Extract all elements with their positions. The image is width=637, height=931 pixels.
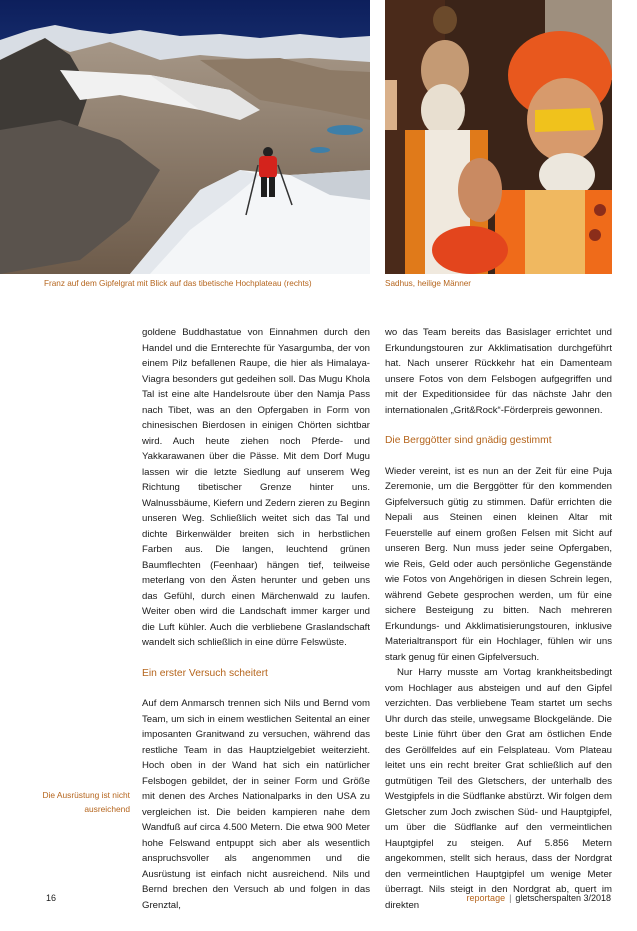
page-number: 16 <box>46 893 57 903</box>
right-text-column <box>385 325 612 913</box>
body-paragraph: Nur Harry musste am Vortag krankheitsbedingt vom Hochlager aus absteigen und auf den Gipfel verzichten. Das verbliebene Team startet um sechs Uhr durch das steile, unwegsame Blockgelände. Die beste Linie führt über den Grat am östlichen Ende des Geröllfeldes auf ein Felsplateau. Vom Plateau leitet uns ein recht breiter Grat schließlich auf den gutmütigen Teil des Gletschers, der unterhalb des Westgipfels in die Südflanke abstürzt. Wir folgen dem Gletscher zum Joch zwischen Süd- und Hauptgipfel, um über die Südflanke auf den vermeintlichen Hauptgipfel zu steigen. Auf 5.856 Metern angekommen, stellt sich heraus, dass der Nordgrat den vermeintlichen Hauptgipfel um wenige Meter überragt. Nils steigt in den Nordgrat ab, quert im direkten <box>385 667 612 911</box>
footer-magazine-issue: gletscherspalten 3/2018 <box>515 893 611 903</box>
pull-quote: Die Ausrüstung ist nicht ausreichend <box>42 790 130 814</box>
body-paragraph: wo das Team bereits das Basislager errichtet und Erkundungstouren zur Akklimatisation durchgeführt hat. Nach unserer Rückkehr hat ein Damenteam unsere Fotos von dem Felsbogen aufgegriffen und mit der Expeditionsidee für das nächste Jahr den internationalen „Grit&Rock“-Förderpreis gewonnen. <box>385 327 612 416</box>
footer-separator: | <box>509 893 512 903</box>
sadhus-photo <box>385 0 612 274</box>
section-heading-first-attempt: Ein erster Versuch scheitert <box>142 667 268 679</box>
footer-section-label: reportage <box>466 893 506 903</box>
body-paragraph: Auf dem Anmarsch trennen sich Nils und Bernd vom Team, um sich in einem westlichen Seitental an einer imposanten Granitwand zu versuchen, während das restliche Team in das Hauptzielgebiet weiterzieht. Hoch oben in der Wand hat sich ein natürlicher Felsbogen gebildet, der in seiner Form und Größe mit denen des Arches Nationalparks in den USA zu vergleichen ist. Die beiden kampieren nahe dem Wandfuß auf circa 4.500 Metern. Die etwa 900 Meter hohe Felswand entpuppt sich aber als wesentlich anspruchsvoller als angenommen und die Ausrüstung ist einfach nicht ausreichend. Nils und Bernd brechen den Versuch ab und folgen in das Grenztal, <box>142 698 370 911</box>
body-paragraph: goldene Buddhastatue von Einnahmen durch den Handel und die Ernterechte für Yasargumba, der von einem Pilz befallenen Raupe, die hier als Himalaya-Viagra besonders gut gedeihen soll. Das Mugu Khola Tal ist eine alte Handelsroute über den Namja Pass nach Tibet, was an den Opfergaben in Form von chinesischen Bierdosen in einigen Chörten sichtbar wird. Auch heute ziehen noch Pferde- und Yakkarawanen über die Pässe. Mit dem Dorf Mugu lassen wir die letzte Siedlung auf unserem Weg Richtung tibetischer Grenze hinter uns. Walnussbäume, Kiefern und Zedern zieren zu Beginn unseren Weg. Schließlich weitet sich das Tal und dichte Birkenwälder breiten sich in herbstlichen Farben aus. Die langen, leuchtend grünen Baumflechten (Feenhaar) hängen tief, teilweise meterlang von den Ästen herunter und geben uns das Gefühl, durch einen Märchenwald zu laufen. Weiter oben wird die Landschaft immer karger und die Luft kühler. Auch die verbliebene Graslandschaft wandelt sich schließlich in eine dürre Felswüste. <box>142 327 370 648</box>
footer-magazine-info <box>467 893 611 903</box>
section-heading-mountain-gods: Die Berggötter sind gnädig gestimmt <box>385 435 552 446</box>
body-paragraph: Wieder vereint, ist es nun an der Zeit für eine Puja Zeremonie, um die Berggötter für den kommenden Gipfelversuch gütig zu stimmen. Dafür errichten die Nepali aus Steinen einen kleinen Altar mit Feuerstelle auf einem großen Felsen mit Sicht auf unseren Berg. Nun muss jeder seine Opfergaben, wie Reis, Geld oder auch persönliche Gegenstände wie Fotos von Angehörigen in diesen Schrein legen, während Gebete gesprochen werden, um für eine sichere Besteigung zu bitten. Nach mehreren Erkundungs- und Akklimatisierungstouren, inklusive Materialtransport für ein Hochlager, fühlen wir uns stark genug für einen Gipfelversuch. <box>385 465 612 663</box>
caption-sadhus-photo: Sadhus, heilige Männer <box>385 279 472 288</box>
caption-climber-photo: Franz auf dem Gipfelgrat mit Blick auf das tibetische Hochplateau (rechts) <box>44 279 312 288</box>
climber-ridge-photo <box>0 0 370 274</box>
left-text-column <box>142 325 370 913</box>
